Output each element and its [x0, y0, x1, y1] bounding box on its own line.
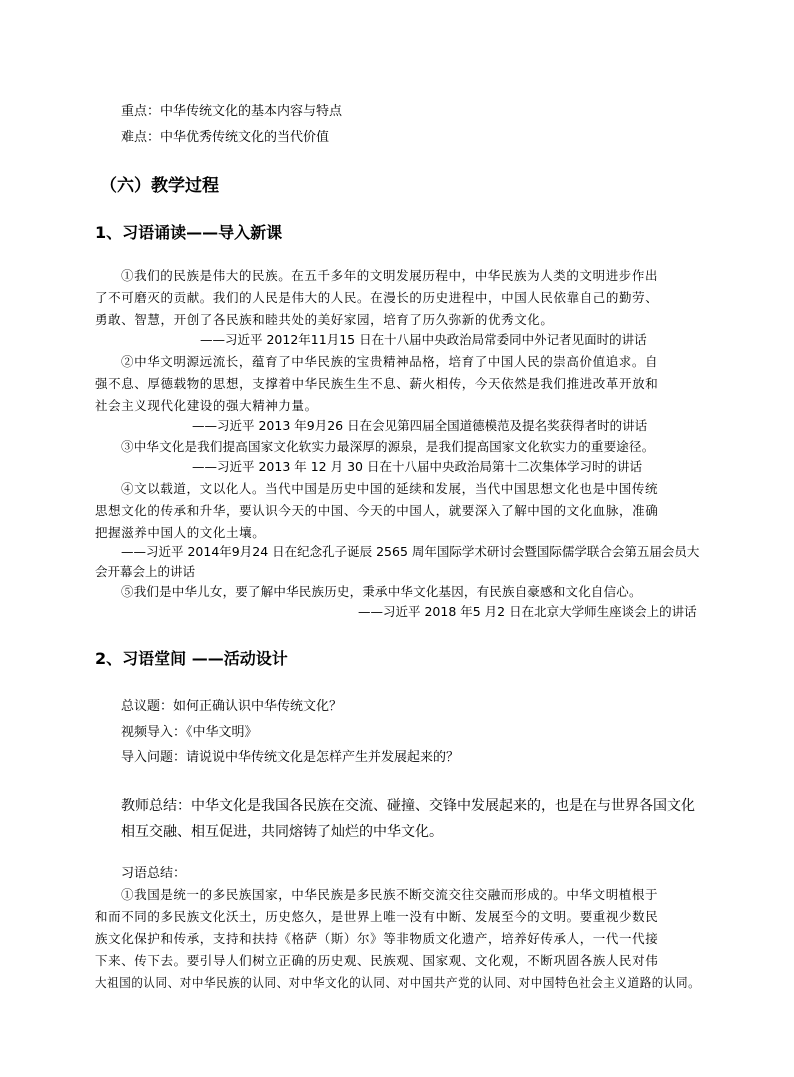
teacher-summary-line: 相互交融、相互促进，共同熔铸了灿烂的中华文化。 — [121, 824, 443, 840]
xi-summary-line: 下来、传下去。要引导人们树立正确的历史观、民族观、国家观、文化观，不断巩固各族人民对伟 — [95, 953, 659, 968]
key-point-focus: 重点：中华传统文化的基本内容与特点 — [121, 104, 343, 119]
quote-source: ——习近平 2012年11月15 日在十八届中央政治局常委同中外记者见面时的讲话 — [200, 332, 647, 347]
xi-summary-label: 习语总结： — [121, 866, 187, 881]
quote-line: ③中华文化是我们提高国家文化软实力最深厚的源泉，是我们提高国家文化软实力的重要途径。 — [121, 439, 655, 454]
teacher-summary-line: 教师总结：中华文化是我国各民族在交流、碰撞、交锋中发展起来的，也是在与世界各国文化 — [121, 798, 695, 814]
quote-line: 把握滋养中国人的文化土壤。 — [95, 525, 266, 540]
key-point-difficulty: 难点：中华优秀传统文化的当代价值 — [121, 130, 330, 145]
xi-summary-line: 大祖国的认同、对中华民族的认同、对中华文化的认同、对中国共产党的认同、对中国特色社会主义道路的认同。 — [95, 975, 701, 990]
quote-source: ——习近平 2014年9月24 日在纪念孔子诞辰 2565 周年国际学术研讨会暨国际儒学联合会第五届会员大 — [121, 544, 700, 559]
xi-summary-line: 族文化保护和传承，支持和扶持《格萨（斯）尔》等非物质文化遗产，培养好传承人，一代一代接 — [95, 931, 659, 946]
quote-source: ——习近平 2013 年9月26 日在会见第四届全国道德模范及提名奖获得者时的讲话 — [192, 418, 648, 433]
part1-heading: 1、习语诵读——导入新课 — [95, 223, 283, 242]
video-text: 视频导入：《中华文明》 — [121, 725, 258, 740]
question-text: 导入问题：请说说中华传统文化是怎样产生并发展起来的？ — [121, 750, 460, 765]
quote-line: ②中华文明源远流长，蕴育了中华民族的宝贵精神品格，培育了中国人民的崇高价值追求。自 — [121, 354, 659, 369]
quote-line: 思想文化的传承和升华，要认识今天的中国、今天的中国人，就要深入了解中国的文化血脉，准确 — [95, 503, 659, 518]
issue-text: 总议题：如何正确认识中华传统文化？ — [121, 699, 343, 714]
quote-line: ④文以载道，文以化人。当代中国是历史中国的延续和发展，当代中国思想文化也是中国传统 — [121, 481, 659, 496]
quote-line: 勇敢、智慧，开创了各民族和睦共处的美好家园，培育了历久弥新的优秀文化。 — [95, 312, 554, 327]
part2-heading: 2、习语堂间 ——活动设计 — [95, 649, 288, 668]
quote-line: 了不可磨灭的贡献。我们的人民是伟大的人民。在漫长的历史进程中，中国人民依靠自己的勤劳、 — [95, 290, 659, 305]
quote-line: 强不息、厚德载物的思想，支撑着中华民族生生不息、薪火相传，今天依然是我们推进改革开放和 — [95, 376, 659, 391]
quote-line: 社会主义现代化建设的强大精神力量。 — [95, 398, 318, 413]
quote-source: 会开幕会上的讲话 — [95, 564, 196, 579]
quote-line: ①我们的民族是伟大的民族。在五千多年的文明发展历程中，中华民族为人类的文明进步作出 — [121, 268, 659, 283]
section-title: （六）教学过程 — [100, 176, 219, 196]
quote-source: ——习近平 2013 年 12 月 30 日在十八届中央政治局第十二次集体学习时的讲话 — [192, 459, 642, 474]
xi-summary-line: ①我国是统一的多民族国家，中华民族是多民族不断交流交往交融而形成的。中华文明植根于 — [121, 887, 659, 902]
xi-summary-line: 和而不同的多民族文化沃土，历史悠久，是世界上唯一没有中断、发展至今的文明。要重视少数民 — [95, 909, 659, 924]
quote-line: ⑤我们是中华儿女，要了解中华民族历史，秉承中华文化基因，有民族自豪感和文化自信心。 — [121, 584, 642, 599]
quote-source: ——习近平 2018 年5 月2 日在北京大学师生座谈会上的讲话 — [358, 604, 697, 619]
